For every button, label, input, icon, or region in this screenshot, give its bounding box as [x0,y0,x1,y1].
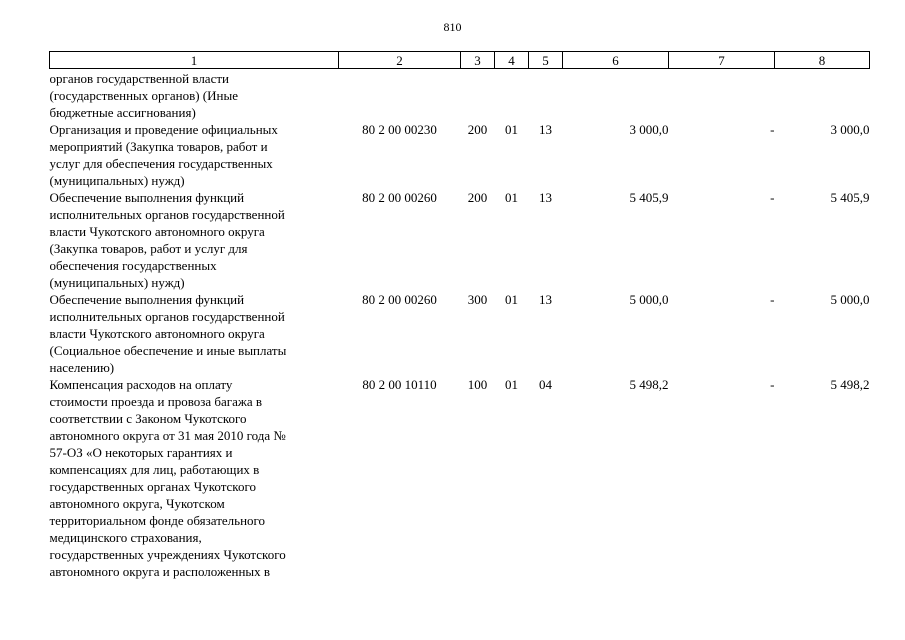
table-row [50,291,870,376]
page-number: 810 [443,20,462,34]
expense-type-code: 300 [467,292,488,307]
target-article-code: 80 2 00 00260 [362,292,437,307]
description-line: компенсациях для лиц, работающих в [49,462,260,477]
amount-col7: - [770,292,775,307]
description-line: автономного округа и расположенных в [49,564,271,579]
column-header: 1 [50,52,339,69]
description-line: автономного округа от 31 мая 2010 года № [49,428,286,443]
expense-type-code: 100 [467,377,488,392]
column-header: 4 [495,52,529,69]
amount-col8: 5 498,2 [830,377,870,392]
subsection-code: 13 [539,122,552,137]
description-line: (Закупка товаров, работ и услуг для [49,241,248,256]
expense-type-code [461,69,495,122]
description-line: обеспечения государственных [49,258,217,273]
section-code: 01 [505,377,518,392]
expense-type-code: 200 [467,122,488,137]
section-code: 01 [505,190,518,205]
subsection-code: 04 [539,377,552,392]
description-line: 57-ОЗ «О некоторых гарантиях и [49,445,233,460]
amount-col8: 5 000,0 [830,292,870,307]
description-line: исполнительных органов государственной [49,207,285,222]
column-header: 2 [339,52,461,69]
description-line: стоимости проезда и провоза багажа в [49,394,263,409]
amount-col7: - [770,122,775,137]
amount-col6: 5 405,9 [629,190,669,205]
budget-table [49,51,870,580]
row-description [50,189,339,291]
amount-col6: 3 000,0 [629,122,669,137]
description-line: соответствии с Законом Чукотского [49,411,247,426]
description-line: (муниципальных) нужд) [49,173,185,188]
description-line: (муниципальных) нужд) [49,275,185,290]
column-header: 7 [669,52,775,69]
amount-col8 [775,69,870,122]
description-line: (Социальное обеспечение и иные выплаты [49,343,287,358]
amount-col6: 5 498,2 [629,377,669,392]
table-row [50,376,870,580]
description-line: власти Чукотского автономного округа [49,224,265,239]
table-row [50,189,870,291]
table-row [50,121,870,189]
description-line: Обеспечение выполнения функций [49,292,245,307]
row-description [50,291,339,376]
section-code: 01 [505,122,518,137]
amount-col7: - [770,377,775,392]
description-line: Организация и проведение официальных [49,122,278,137]
description-line: органов государственной власти [49,71,229,86]
amount-col7 [669,69,775,122]
description-line: государственных органах Чукотского [49,479,256,494]
target-article-code: 80 2 00 10110 [362,377,437,392]
description-line: государственных учреждениях Чукотского [49,547,286,562]
description-line: Компенсация расходов на оплату [49,377,233,392]
row-description [50,121,339,189]
description-line: власти Чукотского автономного округа [49,326,265,341]
column-header: 8 [775,52,870,69]
description-line: исполнительных органов государственной [49,309,285,324]
amount-col8: 3 000,0 [830,122,870,137]
description-line: мероприятий (Закупка товаров, работ и [49,139,268,154]
description-line: (государственных органов) (Иные [49,88,238,103]
subsection-code: 13 [539,292,552,307]
amount-col7: - [770,190,775,205]
column-header: 6 [563,52,669,69]
table-header-row [50,52,870,69]
target-article-code [339,69,461,122]
description-line: бюджетные ассигнования) [49,105,196,120]
amount-col6: 5 000,0 [629,292,669,307]
section-code [495,69,529,122]
subsection-code [529,69,563,122]
row-description [50,376,339,580]
amount-col6 [563,69,669,122]
description-line: автономного округа, Чукотском [49,496,225,511]
target-article-code: 80 2 00 00260 [362,190,437,205]
subsection-code: 13 [539,190,552,205]
description-line: услуг для обеспечения государственных [49,156,273,171]
amount-col8: 5 405,9 [830,190,870,205]
expense-type-code: 200 [467,190,488,205]
row-description [50,69,339,122]
target-article-code: 80 2 00 00230 [362,122,437,137]
description-line: населению) [49,360,115,375]
column-header: 5 [529,52,563,69]
description-line: территориальном фонде обязательного [49,513,266,528]
table-row [50,69,870,122]
description-line: медицинского страхования, [49,530,202,545]
section-code: 01 [505,292,518,307]
description-line: Обеспечение выполнения функций [49,190,245,205]
column-header: 3 [461,52,495,69]
